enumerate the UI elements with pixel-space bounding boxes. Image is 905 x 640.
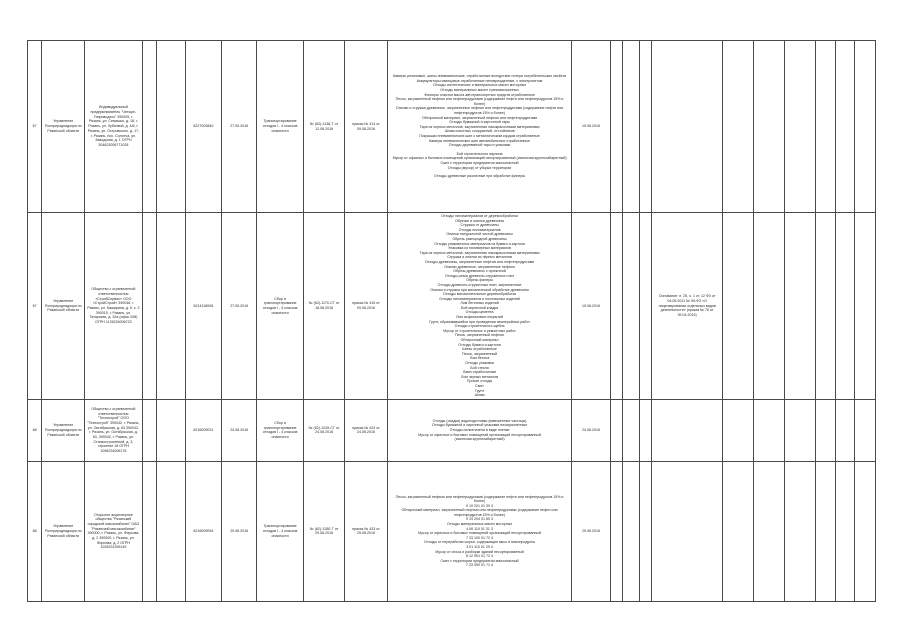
waste-item: Отходы минеральных масел трансмиссионных (440, 88, 519, 93)
waste-item: Камеры пневматических шин автомобильных отработанные (429, 138, 530, 143)
waste-item: Отходы древесины, загрязненные нефтью или нефтепродуктами (424, 259, 535, 264)
waste-item: Бой кирпичной кладки (460, 305, 499, 310)
waste-item: Шлам (474, 393, 485, 398)
activity-cell: Транспортирование отходов I - 4 классов опасности (257, 41, 304, 213)
waste-item: (исключая крупногабаритный) (454, 437, 505, 442)
row-number: 67 (28, 213, 42, 400)
waste-item: Стружка и опилки из чёрных металлов (447, 255, 512, 260)
activity-cell: Сбор и транспортирование отходов I - 4 классов опасности (257, 213, 304, 400)
waste-item: Тара из черных металлов, загрязненная лакокрасочными материалами (419, 124, 540, 129)
order-cell: приказ № 433 от 29.08.2016 (345, 461, 388, 601)
note-cell: Основание: п. 25, ч. 1 ст. 12 ФЗ от 04.05.2011 № 99-ФЗ «О лицензировании отдельных видов деятельности» (приказ № 76 от 09.04.2015) (651, 213, 723, 400)
waste-item: Отходы вспомогательные деревообработки (442, 292, 517, 297)
waste-item: Отходы упаковочных материалов из бумаги и картона (434, 241, 525, 246)
date-cell: 27.05.2016 (222, 213, 257, 400)
license-number-cell: № (62)-1249-СТ от 24.08.2016 (304, 399, 345, 461)
waste-item: Грунт (474, 388, 485, 393)
waste-item: Песок, загрязненный нефтью или нефтепродуктами (содержание нефти или нефтепродуктов 15% и более) (395, 97, 564, 106)
waste-item: Песок, загрязненный нефтью (454, 333, 505, 338)
authority-cell: Управление Росприроднадзора по Рязанской области (42, 41, 85, 213)
operation-date-cell: 29.08.2016 (572, 461, 611, 601)
waste-item: Отходы пиломатериалов от деревообработки (441, 214, 518, 218)
inn-cell: 6227003840 (185, 41, 222, 213)
waste-item: Прочие отходы (466, 379, 493, 384)
organization-cell: Открытое акционерное общество "Рязанский городской мясокомбинат" ОАО "Рязанский мясокомбинат" 390000, г. Рязань, ул. Фирсова, д. 2 390000, г. Рязань, ул. Фирсова, д. 2 ОГРН 1026201259149 (85, 461, 142, 601)
waste-item: Отходы от переработки сырья, содержащие мясо и мясопродукты (424, 540, 536, 545)
waste-item: Лом асфальтовых покрытий (456, 315, 503, 320)
table-row (28, 213, 876, 400)
waste-item: Отходы пиломатериалов и погонажных изделий (439, 296, 520, 301)
activity-cell: Сбор и транспортирование отходов I - 4 классов опасности (257, 399, 304, 461)
waste-types-cell (387, 461, 571, 601)
waste-item: Опилки древесные, загрязненные нефтью (444, 264, 515, 269)
note-cell (651, 41, 723, 213)
license-number-cell: № (62)-1170-СТ от 18.08.2016 (304, 213, 345, 400)
table-row (28, 41, 876, 213)
waste-item: Отходы цемента (465, 310, 494, 315)
row-number: 68 (28, 399, 42, 461)
waste-item: 3 01 110 01 29 4 (466, 545, 493, 550)
waste-item: Ламп отработанные (462, 370, 497, 375)
waste-item: Отходы бумажной и картонной упаковки незагрязненные (431, 423, 528, 428)
waste-item: Тара из черных металлов, загрязненная лакокрасочными материалами (419, 250, 540, 255)
license-register-table (27, 40, 876, 602)
waste-item: Обтирочный материал, загрязненный нефтью или нефтепродуктами (содержание нефти или нефтепродуктов 15% и более) (401, 508, 558, 517)
waste-item: Смет с территории предприятия малоопасный (440, 160, 519, 165)
waste-item: Опилки и стружка древесные, загрязненные нефтью или нефтепродуктами (содержание нефти или нефтепродуктов 15% и более) (395, 106, 564, 116)
operation-date-cell: 19.08.2016 (572, 41, 611, 213)
table-row (28, 461, 876, 601)
waste-item: Мусор от офисных и бытовых помещений организаций несортированный (418, 432, 542, 437)
waste-item: 9 19 204 01 60 3 (466, 517, 494, 522)
license-number-cell: № (62)-1138-Т от 12.08.2016 (304, 41, 345, 213)
waste-item: 4 06 110 01 31 3 (466, 526, 493, 531)
waste-item: Шлам очистных сооружений, отстойников (444, 129, 515, 134)
row-number: 68 (28, 461, 42, 601)
waste-item: Аккумуляторы свинцовые отработанные неповрежденные, с электролитом (416, 78, 543, 83)
waste-item: 7 33 100 01 72 4 (466, 535, 494, 540)
table-row (28, 399, 876, 461)
inn-cell: 6216009094 (185, 461, 222, 601)
waste-types-cell (387, 41, 571, 213)
date-cell: 29.08.2016 (222, 461, 257, 601)
waste-item: Песок, загрязненный нефтью или нефтепродуктами (содержание нефти или нефтепродуктов 15% и более) (395, 494, 564, 504)
operation-date-cell: 19.08.2016 (572, 213, 611, 400)
waste-types-cell (387, 213, 571, 400)
waste-item: Стружка от древесины (460, 223, 499, 228)
waste-item: Бой стекла (470, 365, 489, 370)
order-cell: приказ № 424 от 24.08.2016 (345, 399, 388, 461)
waste-item: Отходы древесно-стружечных плит, загрязненные (437, 282, 522, 287)
waste-item: Лом черных металлов (460, 374, 499, 379)
waste-item: 7 33 390 01 71 4 (466, 563, 494, 568)
operation-date-cell: 24.08.2016 (572, 399, 611, 461)
waste-item: Отходы (мусор) от уборки территории (447, 165, 512, 170)
authority-cell: Управление Росприроднадзора по Рязанской области (42, 399, 85, 461)
waste-item: Отходы строительного щебня (454, 324, 505, 329)
waste-item: Камеры резиновые, шины пневматические, отработанные вследствие потери потребительских свойств (392, 74, 567, 79)
waste-item: Отходы резки древесно-стружечных плит (444, 273, 515, 278)
waste-item: Отходы бумаги и картона (458, 342, 501, 347)
waste-item: Упаковка из полимерных материалов (448, 246, 511, 251)
waste-item: 9 19 201 01 39 3 (466, 503, 494, 508)
waste-item: Покрышки пневматических шин с металлическим кордом отработанные (419, 133, 540, 138)
waste-item: Обтирочный материал (460, 338, 499, 343)
waste-item: Отходы минеральных масел моторных (446, 522, 513, 527)
organization-cell: Общество с ограниченной ответственностью "Технострой" ООО "Технострой" 390042, г. Рязань, ул. Октябрьская, д. 63 390042, г. Рязань, ул. Октябрьская, д. 63, 390042, г. Рязань, ул. Станкостроителей, д. 3, строение 18 ОГРН 1096234006178 (85, 399, 142, 461)
authority-cell: Управление Росприроднадзора по Рязанской области (42, 461, 85, 601)
waste-item: Грунт, образовавшийся при проведении землеройных работ (429, 319, 530, 324)
waste-item: Отходы синтетических и минеральных масел моторных (432, 83, 527, 88)
waste-item: 8 12 901 01 72 4 (466, 554, 494, 559)
waste-item: Обрезь древесины с пропиткой (453, 269, 506, 274)
waste-item: Отходы полиэтилена в виде пленки (449, 427, 510, 432)
inn-cell: 6216009031 (185, 399, 222, 461)
waste-item: Смет с территории предприятия малоопасный (440, 558, 519, 563)
waste-item: Песок, загрязненный (462, 351, 498, 356)
order-cell: приказ № 415 от 09.08.2016 (345, 213, 388, 400)
waste-item: Мусор от офисных и бытовых помещений организаций несортированный (418, 531, 542, 536)
waste-item: Обрезь фанеры (466, 278, 493, 283)
waste-item: Лом бетонных изделий (460, 301, 499, 306)
waste-item: Обрезки и опилки древесины (455, 218, 505, 223)
waste-item: Лом бетона (469, 356, 490, 361)
waste-item: Отходы упаковки (465, 361, 494, 365)
waste-item: Бой строительного кирпича (456, 151, 503, 156)
date-cell: 24.08.2016 (222, 399, 257, 461)
order-cell: приказ № 414 от 09.08.2016 (345, 41, 388, 213)
inn-cell: 6214118008 (185, 213, 222, 400)
authority-cell: Управление Росприроднадзора по Рязанской области (42, 213, 85, 400)
note-cell (651, 399, 723, 461)
row-number: 67 (28, 41, 42, 213)
license-number-cell: № (62)-1280-Т от 29.08.2016 (304, 461, 345, 601)
waste-item: Мусор от офисных и бытовых помещений организаций несортированный (исключая крупногабаритный) (392, 156, 567, 161)
waste-item: Мусор от сноса и разборки зданий несортированный (435, 549, 524, 554)
waste-types-cell (387, 399, 571, 461)
date-cell: 27.05.2016 (222, 41, 257, 213)
waste-item: Мусор от строительных и ремонтных работ (443, 328, 516, 333)
activity-cell: Транспортирование отходов I - 4 классов опасности (257, 461, 304, 601)
waste-item: Смет (475, 383, 484, 388)
waste-item: Обтирочный материал, загрязненный нефтью или нефтепродуктами (421, 115, 538, 120)
waste-item: Отходы деревянной тары и упаковки (448, 143, 511, 148)
waste-item: Фильтры очистки масла автотранспортных средств отработанные (424, 92, 535, 97)
waste-item: Отходы пиломатериалов (458, 227, 501, 232)
waste-item: Шины отработанные (462, 347, 497, 352)
waste-item: Отходы бумажной и картонной тары (449, 120, 510, 125)
organization-cell: Индивидуальный предприниматель "Четыре-Гипроводхоз" 390005, г. Рязань, ул. Семашко, д. 18, г. Рязань, ул. Зубковой, д. 4/6, г. Рязань, ул. Островского, д. 17, г. Рязань, пос. Солотча, ул. Заводская, д. 1 ОГРН 304623006771028 (85, 41, 142, 213)
waste-item: Обрезь разнородной древесины (452, 236, 507, 241)
note-cell (651, 461, 723, 601)
waste-item: Отходы (осадки) водоподготовки (взвешенные частицы) (432, 418, 527, 423)
organization-cell: Общество с ограниченной ответственностью «СтройСервис» ООО «СтройСтрой» 390046, г. Рязань, ул. Каширина, д. 9, к. 3 390015, г. Рязань, ул. Татарская, д. 32а (офис 208) ОГРН 1126234006723 (85, 213, 142, 400)
waste-item: Опилки и стружка при механической обработке древесины (430, 287, 529, 292)
waste-item: Опилки натуральной чистой древесины (446, 232, 513, 237)
waste-item: Отходы древесные различные при обработке фанеры (434, 174, 526, 179)
